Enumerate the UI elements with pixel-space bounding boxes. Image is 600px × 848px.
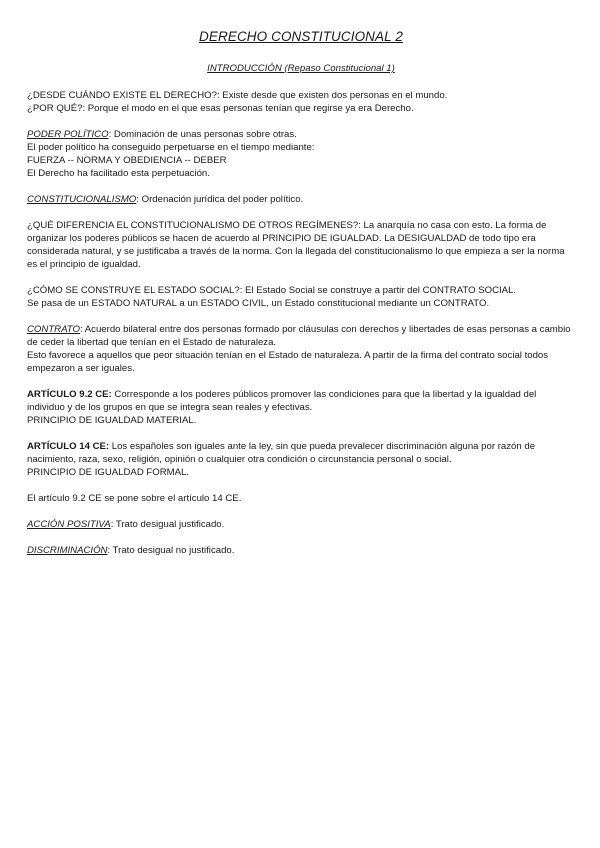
term-poder-politico: PODER POLÍTICO bbox=[27, 129, 109, 140]
definition-line bbox=[27, 128, 575, 141]
term-constitucionalismo: CONSTITUCIONALISMO bbox=[27, 194, 137, 205]
definition-line bbox=[27, 193, 575, 206]
paragraph-line: PRINCIPIO DE IGUALDAD FORMAL. bbox=[27, 467, 190, 478]
definition-text: : Ordenación jurídica del poder político. bbox=[136, 194, 304, 205]
paragraph-line: ¿DESDE CUÁNDO EXISTE EL DERECHO?: Existe desde que existen dos personas en el mundo. bbox=[27, 90, 448, 101]
term-discriminacion: DISCRIMINACIÓN bbox=[27, 545, 108, 556]
definition-line bbox=[27, 518, 575, 531]
definition-text: : Acuerdo bilateral entre dos personas formado por cláusulas con derechos y libertades de esas personas a cambio de ceder la libertad que tenían en el Estado de naturaleza. bbox=[27, 324, 571, 348]
section-discriminacion bbox=[27, 544, 575, 557]
paragraph-line: ¿CÓMO SE CONSTRUYE EL ESTADO SOCIAL?: El Estado Social se construye a partir del CONTRATO SOCIAL. bbox=[27, 285, 517, 296]
paragraph-text: ¿QUÉ DIFERENCIA EL CONSTITUCIONALISMO DE OTROS REGÍMENES?: La anarquía no casa con esto. La forma de organizar los poderes públicos se hacen de acuerdo al PRINCIPIO DE IGUALDAD. La DESIGUALDAD de todo tipo era considerada natural, y se justificaba a través de la norma. Con la llegada del constitucionalismo lo que empieza a ser la norma es el principio de igualdad. bbox=[27, 220, 565, 270]
section-estado-social bbox=[27, 284, 575, 310]
paragraph-line: FUERZA -- NORMA Y OBEDIENCIA -- DEBER bbox=[27, 155, 227, 166]
paragraph-line: El artículo 9.2 CE se pone sobre el artículo 14 CE. bbox=[27, 493, 242, 504]
definition-line bbox=[27, 544, 575, 557]
section-constitucionalismo bbox=[27, 193, 575, 206]
section-contrato bbox=[27, 323, 575, 375]
article-line bbox=[27, 388, 575, 414]
section-desde-cuando bbox=[27, 89, 575, 115]
definition-line bbox=[27, 323, 575, 349]
definition-text: : Trato desigual no justificado. bbox=[107, 545, 235, 556]
term-articulo-9-2: ARTÍCULO 9.2 CE: bbox=[27, 389, 112, 400]
document-subtitle: INTRODUCCIÓN (Repaso Constitucional 1) bbox=[207, 63, 395, 74]
section-poder-politico bbox=[27, 128, 575, 180]
paragraph-text: Esto favorece a aquellos que peor situación tenían en el Estado de naturaleza. A partir de la firma del contrato social todos empezaron a ser iguales. bbox=[27, 350, 549, 374]
term-accion-positiva: ACCIÓN POSITIVA bbox=[27, 519, 111, 530]
section-articulo-9-2 bbox=[27, 388, 575, 427]
term-articulo-14: ARTÍCULO 14 CE: bbox=[27, 441, 110, 452]
paragraph-line: ¿POR QUÉ?: Porque el modo en el que esas personas tenían que regirse ya era Derecho. bbox=[27, 103, 414, 114]
article-line bbox=[27, 440, 575, 466]
paragraph-line: Se pasa de un ESTADO NATURAL a un ESTADO CIVIL, un Estado constitucional mediante un CONTRATO. bbox=[27, 298, 490, 309]
section-diferencia bbox=[27, 219, 575, 271]
term-contrato: CONTRATO bbox=[27, 324, 80, 335]
article-text: Corresponde a los poderes públicos promover las condiciones para que la libertad y la igualdad del individuo y de los grupos en que se integra sean reales y efectivas. bbox=[27, 389, 537, 413]
article-text: Los españoles son iguales ante la ley, sin que pueda prevalecer discriminación alguna por razón de nacimiento, raza, sexo, religión, opinión o cualquier otra condición o circunstancia personal o social. bbox=[27, 441, 536, 465]
document-page bbox=[27, 28, 575, 570]
paragraph-line: El poder político ha conseguido perpetuarse en el tiempo mediante: bbox=[27, 142, 315, 153]
paragraph-line: El Derecho ha facilitado esta perpetuación. bbox=[27, 168, 210, 179]
section-accion-positiva bbox=[27, 518, 575, 531]
definition-text: : Trato desigual justificado. bbox=[110, 519, 225, 530]
paragraph-line: PRINCIPIO DE IGUALDAD MATERIAL. bbox=[27, 415, 197, 426]
definition-text: : Dominación de unas personas sobre otras. bbox=[108, 129, 297, 140]
section-relacion bbox=[27, 492, 575, 505]
section-articulo-14 bbox=[27, 440, 575, 479]
document-title: DERECHO CONSTITUCIONAL 2 bbox=[199, 29, 403, 44]
